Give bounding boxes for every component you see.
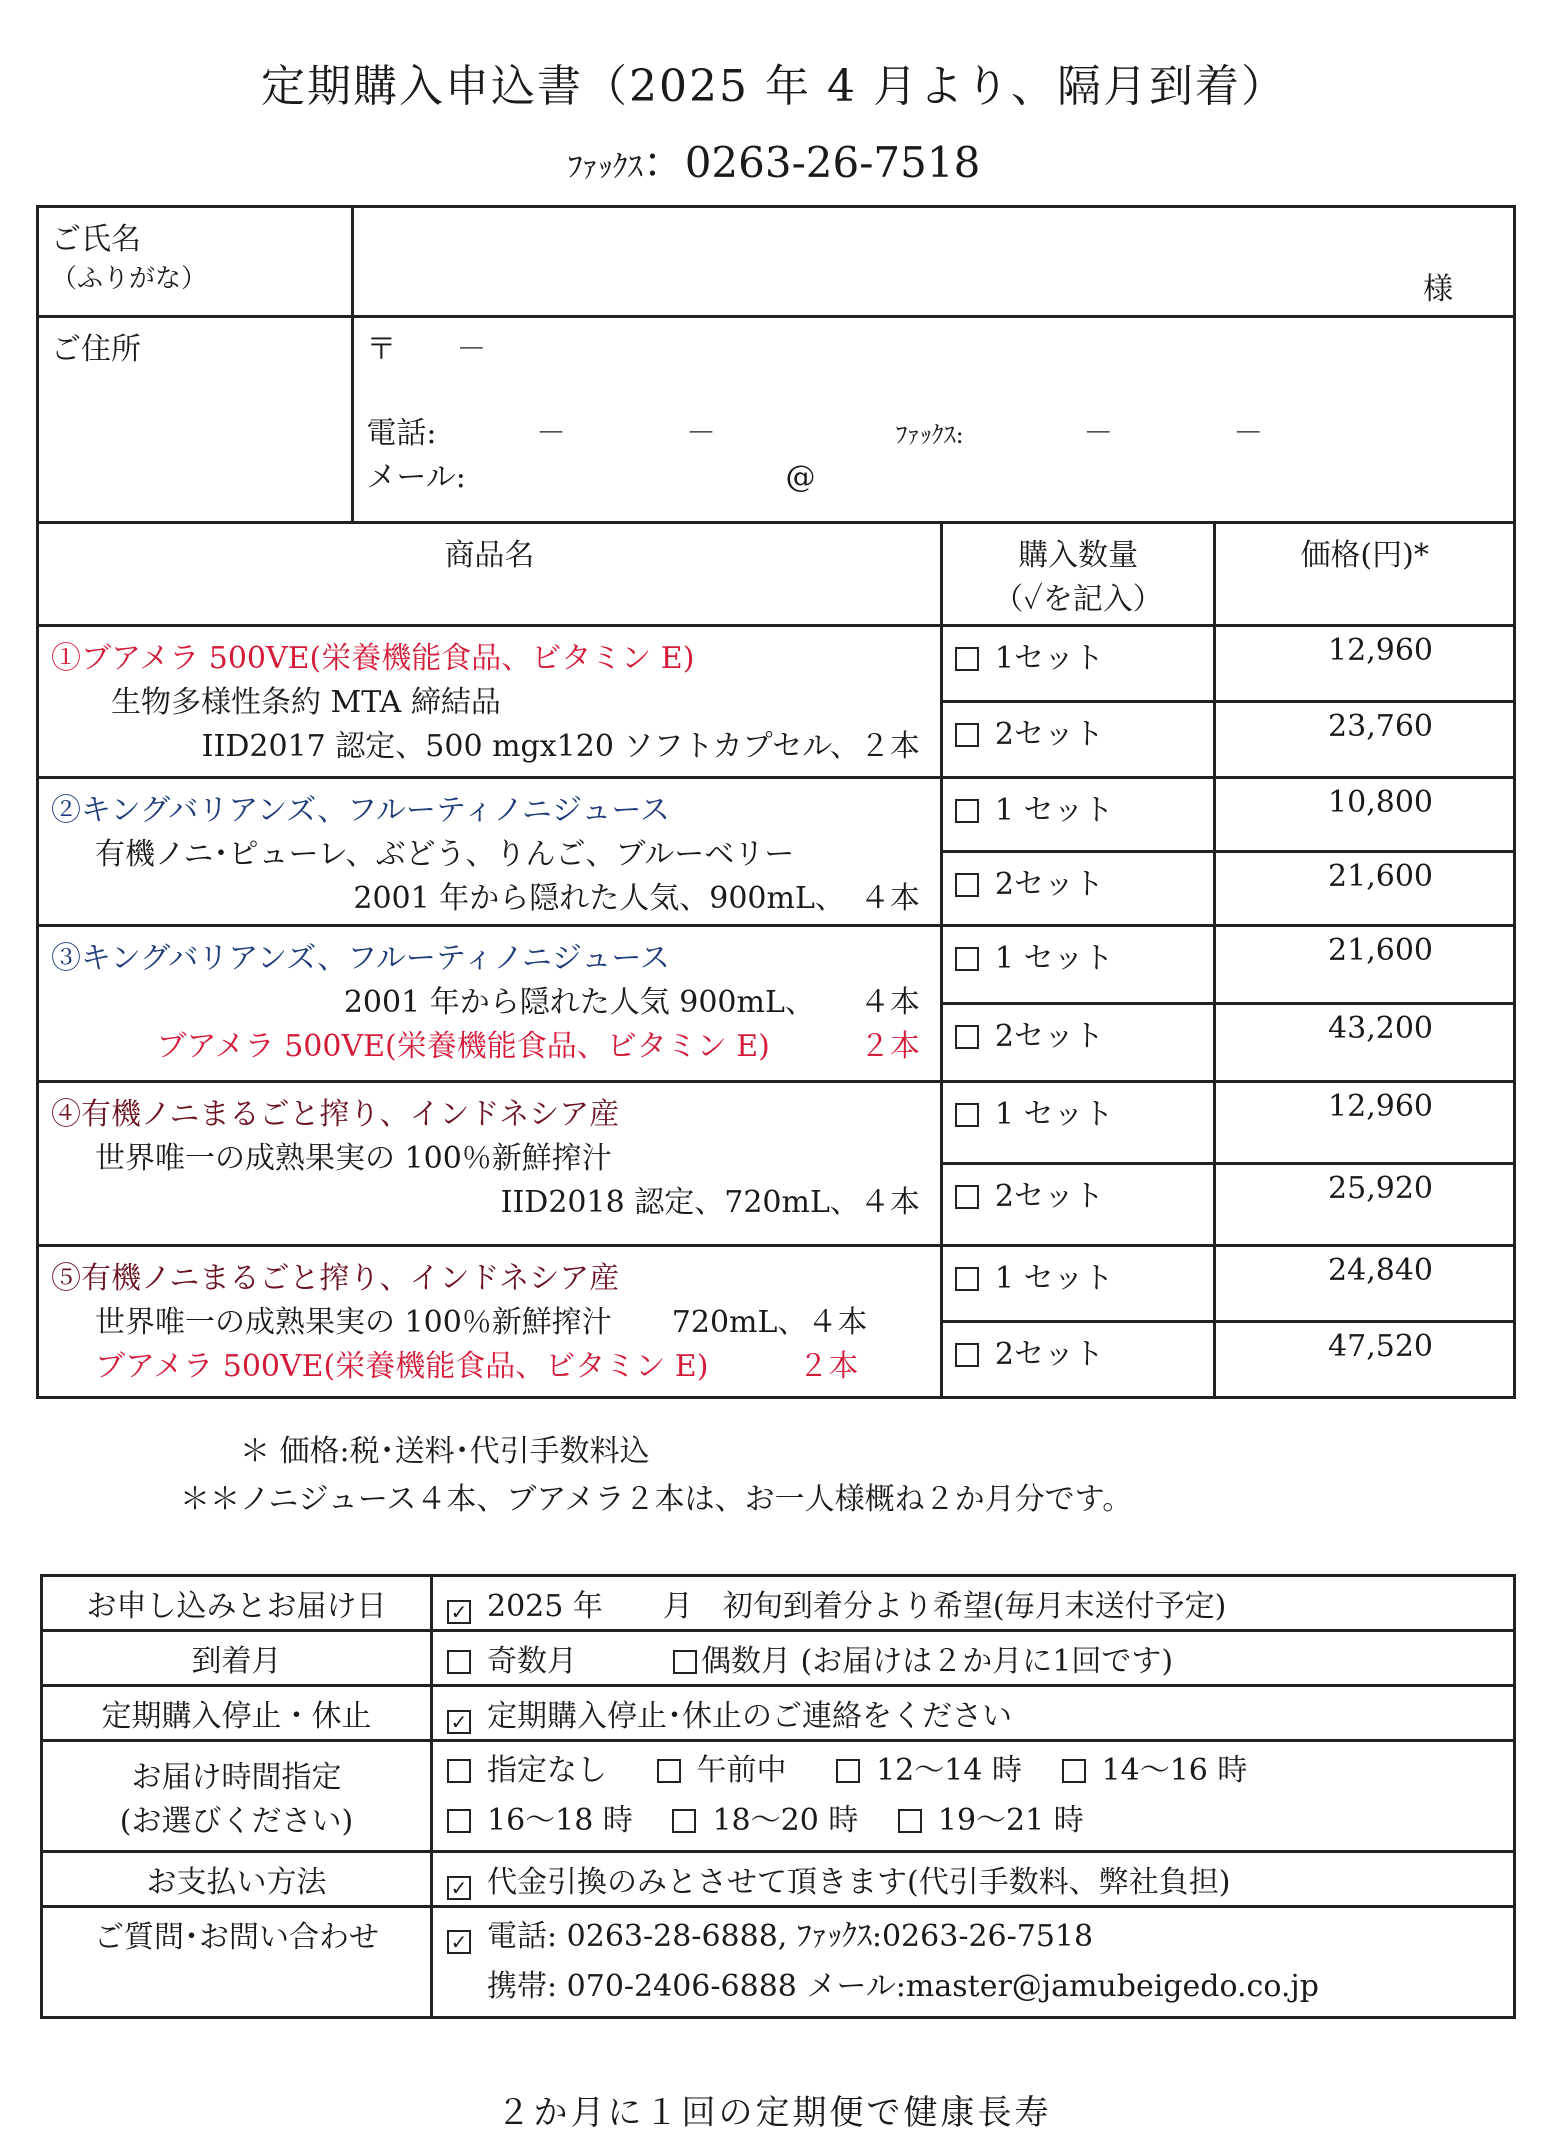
checkbox[interactable] [898,1809,922,1833]
payment-value: 代金引換のみとさせて頂きます(代引手数料、弊社負担) [487,1865,1231,1900]
mail-at: @ [785,460,816,495]
time-slot: 12～14 時 [876,1753,1022,1788]
qty-option[interactable] [941,1322,1214,1398]
checkbox[interactable] [1062,1759,1086,1783]
checkbox[interactable] [657,1759,681,1783]
product-line3: IID2017 認定、500 mgx120 ソフトカプセル、２本 [201,729,920,764]
product-line3: ブアメラ 500VE(栄養機能食品、ビタミン E) ２本 [95,1349,859,1384]
name-input-cell[interactable] [353,207,1515,317]
qty-option-label: 2セット [994,1019,1104,1054]
product-cell-5 [38,1246,942,1398]
checked-checkbox[interactable]: ✓ [447,1876,471,1900]
product-line2: 世界唯一の成熟果実の 100％新鮮搾汁 [95,1141,612,1176]
time-slot: 16～18 時 [487,1803,633,1838]
contact-label: ご質問･お問い合わせ [42,1907,432,2018]
col-header-qty [941,523,1214,626]
checked-checkbox[interactable]: ✓ [447,1600,471,1624]
price-cell: 10,800 [1215,778,1515,852]
checkbox[interactable] [955,1025,979,1049]
price-cell: 23,760 [1215,702,1515,778]
name-label: ご氏名 [51,222,141,257]
honorific: 様 [1423,272,1453,307]
checked-checkbox[interactable]: ✓ [447,1710,471,1734]
product-title: ①ブアメラ 500VE(栄養機能食品、ビタミン E) [51,641,695,676]
qty-option-label: 1 セット [994,1261,1114,1296]
qty-option[interactable] [941,1246,1214,1322]
time-slot: 午前中 [696,1753,787,1788]
stop-cell[interactable] [432,1686,1515,1741]
payment-cell[interactable] [432,1852,1515,1907]
col-header-qty-label: 購入数量 [1018,538,1139,573]
product-title: ⑤有機ノニまるごと搾り、インドネシア産 [51,1261,620,1296]
qty-option[interactable] [941,1164,1214,1246]
product-title: ④有機ノニまるごと搾り、インドネシア産 [51,1097,620,1132]
checkbox[interactable] [672,1809,696,1833]
stop-value: 定期購入停止･休止のご連絡をください [487,1699,1012,1734]
product-title: ③キングバリアンズ、フルーティノニジュース [51,941,670,976]
time-slot: 14～16 時 [1101,1753,1248,1788]
product-line2: 生物多様性条約 MTA 締結品 [111,685,501,720]
qty-option-label: 1 セット [994,941,1114,976]
checkbox[interactable] [955,1185,979,1209]
col-header-product-label: 商品名 [444,538,535,573]
qty-option[interactable] [941,778,1214,852]
price-notes [180,1428,1132,1524]
start-date-label: お申し込みとお届け日 [42,1576,432,1631]
start-date-value: 2025 年 月 初旬到着分より希望(毎月末送付予定) [487,1589,1227,1624]
name-label-cell [38,207,353,317]
fax-header-number: ：0263-26-7518 [642,138,981,187]
qty-option-label: 2セット [994,717,1104,752]
contact-phone: 電話: 0263-28-6888, ﾌｧｯｸｽ:0263-26-7518 [487,1919,1094,1954]
col-header-price [1215,523,1515,626]
col-header-product [38,523,942,626]
order-form-table [36,205,1516,1399]
footer-slogan: ２か月に１回の定期便で健康長寿 [496,2093,1052,2133]
delivery-options-table [40,1574,1516,2019]
qty-option-label: 1 セット [994,1097,1114,1132]
contact-cell [432,1907,1515,2018]
note-portion: ＊＊ノニジュース４本、ブアメラ２本は、お一人様概ね２か月分です。 [180,1482,1133,1517]
checkbox[interactable] [447,1759,471,1783]
product-line3: IID2018 認定、720mL、４本 [500,1185,920,1220]
qty-option-label: 2セット [994,1337,1104,1372]
time-slot: 18～20 時 [712,1803,859,1838]
phone-label: 電話: [366,416,437,451]
checkbox-odd-month[interactable] [447,1650,471,1674]
address-label: ご住所 [51,332,141,367]
qty-option[interactable] [941,1082,1214,1164]
col-header-price-label: 価格(円)* [1300,538,1429,573]
product-line2: 世界唯一の成熟果実の 100％新鮮搾汁 720mL、４本 [95,1305,868,1340]
price-cell: 47,520 [1215,1322,1515,1398]
qty-option[interactable] [941,1004,1214,1082]
time-label-sub: (お選びください) [119,1804,354,1839]
product-line3: ブアメラ 500VE(栄養機能食品、ビタミン E) ２本 [156,1029,920,1064]
product-cell-3 [38,926,942,1082]
checkbox[interactable] [836,1759,860,1783]
checkbox[interactable] [955,1103,979,1127]
price-cell: 25,920 [1215,1164,1515,1246]
checkbox-even-month[interactable] [673,1650,697,1674]
furigana-label: （ふりがな） [51,264,208,294]
phone-dashes: － － [536,416,717,451]
fax-label: ﾌｧｯｸｽ: [895,421,964,449]
checkbox[interactable] [955,947,979,971]
product-line2: 有機ノニ･ピューレ、ぶどう、りんご、ブルーベリー [95,837,795,872]
price-cell: 21,600 [1215,852,1515,926]
checkbox[interactable] [955,1343,979,1367]
fax-dashes: － － [1083,416,1264,451]
contact-mobile: 携帯: 070-2406-6888 メール:master@jamubeigedo.co.jp [487,1969,1319,2004]
price-cell: 24,840 [1215,1246,1515,1322]
postal-line: 〒 － [366,332,487,367]
qty-option[interactable] [941,702,1214,778]
note-tax: ＊ 価格:税･送料･代引手数料込 [240,1434,650,1469]
time-label: お届け時間指定 [131,1760,342,1795]
address-label-cell [38,317,353,523]
stop-label: 定期購入停止・休止 [42,1686,432,1741]
fax-header [0,130,1548,190]
qty-option-label: 1 セット [994,793,1114,828]
checked-checkbox[interactable]: ✓ [447,1930,471,1954]
price-cell: 21,600 [1215,926,1515,1004]
qty-option-label: 2セット [994,867,1104,902]
checkbox[interactable] [955,647,979,671]
start-date-cell[interactable] [432,1576,1515,1631]
qty-option-label: 2セット [994,1179,1104,1214]
price-cell: 12,960 [1215,626,1515,702]
checkbox[interactable] [955,1267,979,1291]
form-title: 定期購入申込書（2025 年 4 月より、隔月到着） [261,61,1287,112]
product-cell-2 [38,778,942,926]
time-label-cell [42,1741,432,1852]
product-cell-4 [38,1082,942,1246]
qty-option[interactable] [941,926,1214,1004]
payment-label: お支払い方法 [42,1852,432,1907]
product-cell-1 [38,626,942,778]
col-header-qty-sub: （✓を記入） [993,582,1163,617]
product-title: ②キングバリアンズ、フルーティノニジュース [51,793,670,828]
qty-option-label: 1セット [994,641,1104,676]
mail-label: メール: [366,460,466,495]
time-slot: 19～21 時 [937,1803,1084,1838]
odd-month-label: 奇数月 [487,1644,577,1679]
qty-option[interactable] [941,626,1214,702]
time-slots-cell [432,1741,1515,1852]
price-cell: 43,200 [1215,1004,1515,1082]
checkbox[interactable] [447,1809,471,1833]
product-line3: 2001 年から隠れた人気、900mL、 ４本 [353,881,920,916]
qty-option[interactable] [941,852,1214,926]
even-month-label: 偶数月 (お届けは２か月に1回です) [701,1644,1174,1679]
checkbox[interactable] [955,873,979,897]
checkbox[interactable] [955,723,979,747]
product-line2: 2001 年から隠れた人気 900mL、 ４本 [343,985,920,1020]
price-cell: 12,960 [1215,1082,1515,1164]
checkbox[interactable] [955,799,979,823]
arrival-month-cell[interactable] [432,1631,1515,1686]
address-input-cell[interactable] [353,317,1515,523]
fax-header-label: ﾌｧｯｸｽ [567,150,643,185]
arrival-month-label: 到着月 [42,1631,432,1686]
time-slot: 指定なし [487,1753,607,1788]
